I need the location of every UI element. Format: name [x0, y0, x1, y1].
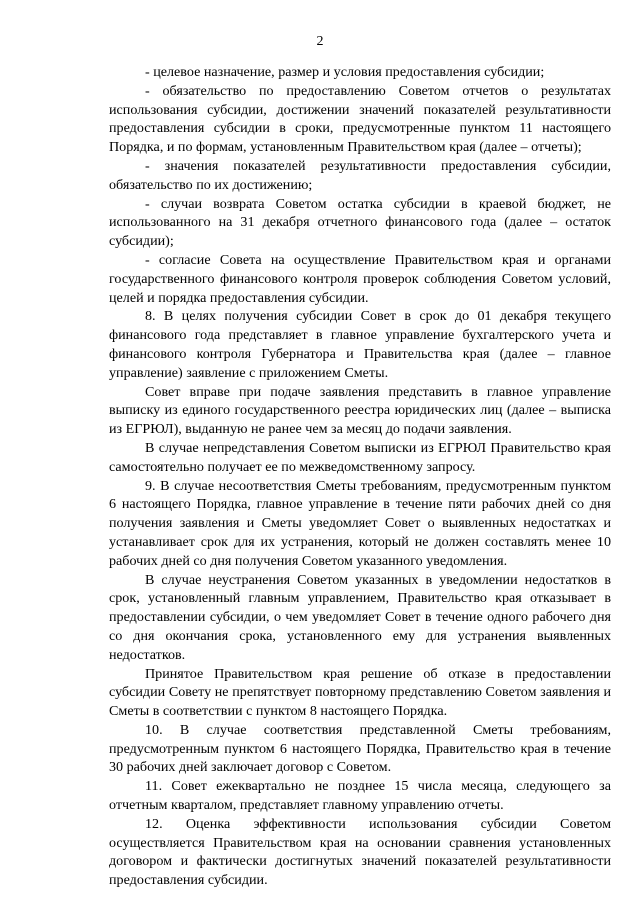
- paragraph: Совет вправе при подаче заявления представить в главное управление выписку из единого государственного реестра юридических лиц (далее – выписка из ЕГРЮЛ), выданную не ранее чем за месяц до подачи заявления.: [109, 383, 611, 438]
- paragraph: - значения показателей результативности предоставления субсидии, обязательство по их достижению;: [109, 157, 611, 193]
- paragraph: - обязательство по предоставлению Советом отчетов о результатах использования субсидии, достижении значений показателей результативности предоставления субсидии в сроки, предусмотренные пунктом 11 настоящего Порядка, и по формам, установленным Правительством края (далее – отчеты);: [109, 82, 611, 156]
- paragraph: 9. В случае несоответствия Сметы требованиям, предусмотренным пунктом 6 настоящего Порядка, главное управление в течение пяти рабочих дней со дня получения заявления и Сметы уведомляет Совет о выявленных недостатках и устанавливает срок для их устранения, который не должен составлять менее 10 рабочих дней со дня получения Советом указанного уведомления.: [109, 477, 611, 569]
- paragraph: Принятое Правительством края решение об отказе в предоставлении субсидии Совету не препятствует повторному представлению Советом заявления и Сметы в соответствии с пунктом 8 настоящего Порядка.: [109, 665, 611, 720]
- paragraph: 10. В случае соответствия представленной Сметы требованиям, предусмотренным пунктом 6 настоящего Порядка, Правительство края в течение 30 рабочих дней заключает договор с Советом.: [109, 721, 611, 776]
- paragraph: 11. Совет ежеквартально не позднее 15 числа месяца, следующего за отчетным кварталом, представляет главному управлению отчеты.: [109, 778, 611, 814]
- paragraph: - целевое назначение, размер и условия предоставления субсидии;: [145, 64, 545, 80]
- paragraph: - случаи возврата Советом остатка субсидии в краевой бюджет, не использованного на 31 декабря отчетного финансового года (далее – остаток субсидии);: [109, 195, 611, 250]
- document-body: [109, 63, 611, 890]
- paragraph: В случае непредставления Советом выписки из ЕГРЮЛ Правительство края самостоятельно получает ее по межведомственному запросу.: [109, 439, 611, 475]
- paragraph: В случае неустранения Советом указанных в уведомлении недостатков в срок, установленный главным управлением, Правительство края отказывает в предоставлении субсидии, о чем уведомляет Совет в течение одного рабочего дня со дня окончания срока, установленного ему для устранения выявленных недостатков.: [109, 571, 611, 663]
- paragraph: 8. В целях получения субсидии Совет в срок до 01 декабря текущего финансового года представляет в главное управление бухгалтерского учета и финансового контроля Губернатора и Правительства края (далее – главное управление) заявление с приложением Сметы.: [109, 308, 611, 381]
- paragraph: - согласие Совета на осуществление Правительством края и органами государственного финансового контроля проверок соблюдения Советом условий, целей и порядка предоставления субсидии.: [109, 251, 611, 306]
- paragraph: 12. Оценка эффективности использования субсидии Советом осуществляется Правительством края на основании сравнения установленных договором и фактически достигнутых значений показателей результативности предоставления субсидии.: [109, 815, 611, 889]
- page-number: 2: [316, 34, 324, 49]
